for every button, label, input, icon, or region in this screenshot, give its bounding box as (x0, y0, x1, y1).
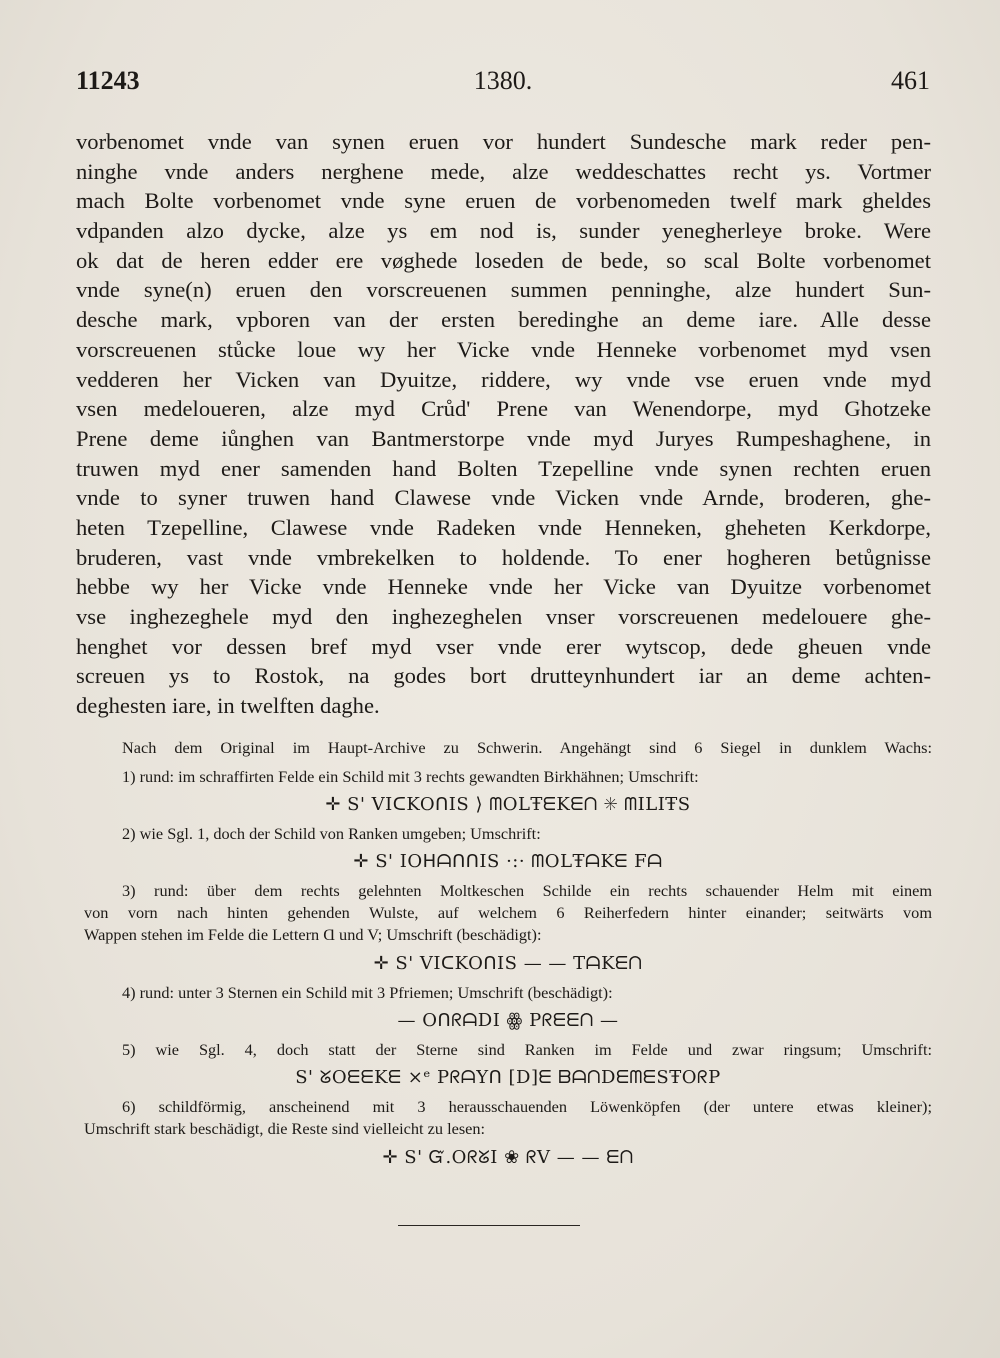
seal-notes (84, 738, 932, 1168)
page-number: 461 (891, 66, 930, 95)
text-line: Prene deme iůnghen van Bantmerstorpe vnde myd Juryes Rumpeshaghene, in (76, 425, 931, 451)
seal-6-description: 6) schildförmig, anscheinend mit 3 herausschauenden Löwenköpfen (der untere etwas kleiner); (122, 1097, 932, 1116)
seal-5-legend: S' ᘜOᗴᗴKᗴ ×ᵉ PᖇᗩYᑎ [D]ᗴ ᗷᗩᑎDᗴᗰᗴSŦOᖇP (295, 1067, 721, 1088)
text-line: ninghe vnde anders nerghene mede, alze weddeschattes recht ys. Vortmer (76, 158, 931, 184)
text-line: henghet vor dessen bref myd vser vnde erer wytscop, dede gheuen vnde (76, 633, 931, 659)
seal-6-description: Umschrift stark beschädigt, die Reste sind vielleicht zu lesen: (84, 1119, 486, 1138)
main-text (76, 127, 931, 721)
seal-1-description: 1) rund: im schraffirten Felde ein Schild mit 3 rechts gewandten Birkhähnen; Umschrift: (122, 767, 699, 786)
text-line: desche mark, vpboren van der ersten beredinghe an deme iare. Alle desse (76, 307, 931, 333)
seal-2-legend: ✛ S' IOᕼᗩᑎᑎIS ·:· ᗰOLŦᗩKᗴ Fᗩ (353, 851, 663, 872)
seal-2-description: 2) wie Sgl. 1, doch der Schild von Ranken umgeben; Umschrift: (122, 824, 541, 843)
seal-4-description: 4) rund: unter 3 Sternen ein Schild mit 3 Pfriemen; Umschrift (beschädigt): (122, 983, 613, 1002)
seal-3-description: 3) rund: über dem rechts gelehnten Moltkeschen Schilde ein rechts schauender Helm mit einem (122, 881, 932, 900)
text-line: vsen medeloueren, alze myd Crůd' Prene van Wenendorpe, myd Ghotzeke (76, 396, 931, 422)
text-line: vorscreuenen stůcke loue wy her Vicke vnde Henneke vorbenomet myd vsen (76, 336, 931, 362)
seal-3-legend: ✛ S' VIᑕKOᑎIS — — TᗩKᗴᑎ (373, 953, 643, 974)
seal-1-legend: ✛ S' VIᑕKOᑎIS ⟩ ᗰOLŦᗴKᗴᑎ ✳ ᗰILIŦS (325, 794, 691, 815)
page-header (76, 66, 930, 102)
seal-3-description: von vorn nach hinten gehenden Wulste, auf welchem 6 Reiherfedern hinter einander; seitwärts vom (84, 903, 932, 922)
document-year: 1380. (473, 66, 533, 95)
document-number: 11243 (76, 66, 140, 95)
text-line: vdpanden alzo dycke, alze ys em nod is, sunder yenegherleye broke. Were (76, 218, 931, 244)
seal-6-legend: ✛ S' Ᏻ.OᖇᘜI ❀ ᖇV — — ᗴᑎ (382, 1147, 634, 1168)
text-line: vse inghezeghele myd den inghezeghelen vnser vorscreuenen medelouere ghe- (76, 604, 931, 629)
text-line: bruderen, vast vnde vmbrekelken to holdende. To ener hogheren betůgnisse (76, 544, 931, 570)
seal-5-description: 5) wie Sgl. 4, doch statt der Sterne sind Ranken im Felde und zwar ringsum; Umschrift: (122, 1040, 932, 1059)
text-line: vorbenomet vnde van synen eruen vor hundert Sundesche mark reder pen- (76, 129, 931, 154)
text-line: heten Tzepelline, Clawese vnde Radeken vnde Henneken, gheheten Kerkdorpe, (76, 514, 931, 540)
text-line: ok dat de heren edder ere vøghede loseden de bede, so scal Bolte vorbenomet (76, 247, 931, 273)
text-line: hebbe wy her Vicke vnde Henneke vnde her Vicke van Dyuitze vorbenomet (76, 574, 931, 600)
text-line: vnde syne(n) eruen den vorscreuenen summen penninghe, alze hundert Sun- (76, 277, 931, 303)
text-line: mach Bolte vorbenomet vnde syne eruen de vorbenomeden twelf mark gheldes (76, 188, 931, 214)
text-line: vedderen her Vicken van Dyuitze, riddere, wy vnde vse eruen vnde myd (76, 366, 931, 392)
text-line: vnde to syner truwen hand Clawese vnde Vicken vnde Arnde, broderen, ghe- (76, 485, 931, 511)
text-line: deghesten iare, in twelften daghe. (76, 693, 380, 719)
notes-intro: Nach dem Original im Haupt-Archive zu Schwerin. Angehängt sind 6 Siegel in dunklem Wachs: (122, 738, 932, 757)
seal-4-legend: — OᑎᖇᗩDI ꙮ Pᖇᗴᗴᑎ — (397, 1010, 619, 1031)
text-line: screuen ys to Rostok, na godes bort drutteynhundert iar an deme achten- (76, 663, 931, 689)
text-line: truwen myd ener samenden hand Bolten Tzepelline vnde synen rechten eruen (76, 455, 931, 481)
end-rule (398, 1225, 580, 1226)
seal-3-description: Wappen stehen im Felde die Lettern Ɑ und V; Umschrift (beschädigt): (84, 925, 542, 944)
